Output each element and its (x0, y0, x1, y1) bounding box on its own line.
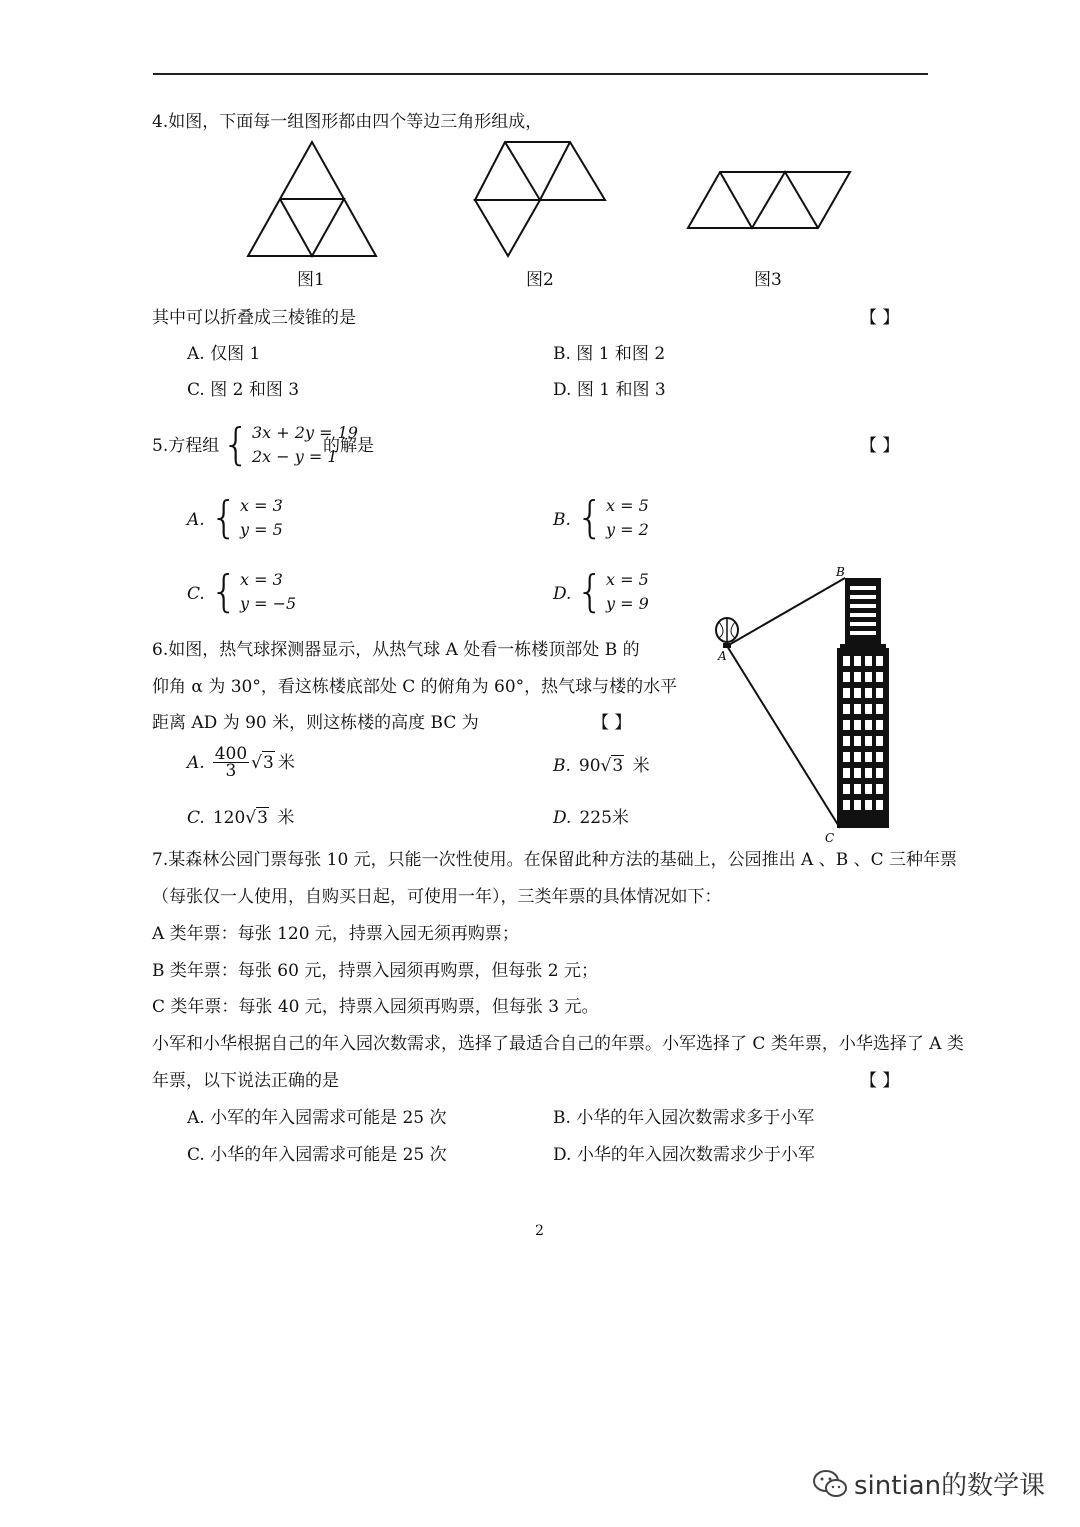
q4-option-b: B. 图 1 和图 2 (553, 344, 666, 364)
q5-option-b (576, 494, 649, 542)
q5-c-line-2: y = −5 (240, 594, 297, 613)
q6-option-d (553, 807, 629, 829)
q5-suffix: 的解是 (323, 436, 374, 456)
q4-figures (230, 130, 870, 270)
q4-question: 其中可以折叠成三棱锥的是 (152, 308, 356, 328)
q6-a-fraction (213, 746, 249, 779)
sqrt-icon: √ (251, 752, 262, 773)
q5-d-line-2: y = 9 (606, 594, 649, 613)
q6-line-2: 仰角 α 为 30°，看这栋楼底部处 C 的俯角为 60°，热气球与楼的水平 (152, 677, 678, 697)
fig2-caption: 图2 (526, 270, 554, 290)
q5-option-b-label: B. (553, 510, 571, 530)
q6-c-radicand: 3 (257, 808, 268, 828)
q5-answer-bracket: 【 】 (860, 436, 900, 456)
q6-b-coefficient: 90 (578, 756, 601, 776)
q6-a-label: A. (187, 752, 205, 773)
q6-option-c (187, 807, 294, 829)
q7-line-3: A 类年票：每张 120 元，持票入园无须再购票； (152, 924, 519, 944)
q5-equation-1: 3x + 2y = 19 (252, 423, 358, 442)
q6-b-unit: 米 (632, 756, 650, 776)
q7-option-b: B. 小华的年入园次数需求多于小军 (553, 1108, 815, 1128)
q7-option-c: C. 小华的年入园需求可能是 25 次 (187, 1145, 447, 1165)
q6-a-radicand: 3 (262, 753, 274, 773)
building-icon (837, 578, 889, 828)
q5-option-c-label: C. (187, 584, 205, 604)
figure-3-triangles (688, 172, 850, 228)
q6-line-3: 距离 AD 为 90 米，则这栋楼的高度 BC 为 (152, 713, 479, 733)
brace-icon: { (210, 492, 238, 543)
q4-answer-bracket: 【 】 (860, 308, 900, 328)
q6-diagram (700, 560, 910, 850)
q7-option-d: D. 小华的年入园次数需求少于小军 (553, 1145, 815, 1165)
sight-line-ab (727, 578, 845, 646)
q6-d-text: 225米 (579, 808, 629, 828)
q5-d-line-1: x = 5 (606, 570, 649, 589)
q5-b-line-2: y = 2 (606, 520, 649, 539)
q6-a-unit: 米 (277, 752, 295, 773)
q4-option-a: A. 仅图 1 (187, 344, 261, 364)
q5-option-d-label: D. (553, 584, 572, 604)
watermark (812, 1465, 1045, 1502)
q7-answer-bracket: 【 】 (860, 1071, 900, 1091)
q6-c-label: C. (187, 808, 205, 828)
q5-a-line-2: y = 5 (240, 520, 283, 539)
point-a-label: A (718, 649, 727, 663)
q7-line-4: B 类年票：每张 60 元，持票入园须再购票，但每张 2 元； (152, 961, 598, 981)
point-c-label: C (825, 831, 835, 845)
page-number: 2 (535, 1223, 544, 1239)
q4-option-c: C. 图 2 和图 3 (187, 380, 300, 400)
brace-icon: { (222, 419, 250, 470)
brace-icon: { (210, 566, 238, 617)
q5-option-a-label: A. (187, 510, 205, 530)
q5-c-line-1: x = 3 (240, 570, 283, 589)
q5-b-line-1: x = 5 (606, 496, 649, 515)
q6-c-coefficient: 120 (212, 808, 246, 828)
q7-line-2: （每张仅一人使用，自购买日起，可使用一年），三类年票的具体情况如下： (152, 887, 722, 907)
figure-2-triangles (475, 142, 605, 256)
q7-line-1: 7.某森林公园门票每张 10 元，只能一次性使用。在保留此种方法的基础上，公园推出 A 、B 、C 三种年票 (152, 850, 958, 870)
q5-option-a (210, 494, 283, 542)
sight-line-ac (727, 646, 840, 828)
wechat-icon (812, 1469, 848, 1499)
hot-air-balloon-icon (716, 618, 738, 648)
sqrt-icon: √ (245, 808, 257, 828)
header-rule (153, 73, 928, 75)
brace-icon: { (576, 566, 604, 617)
sqrt-icon: √ (600, 756, 612, 776)
q7-line-5: C 类年票：每张 40 元，持票入园须再购票，但每张 3 元。 (152, 997, 599, 1017)
q5-option-d (576, 568, 649, 616)
q7-line-7: 年票，以下说法正确的是 (152, 1071, 339, 1091)
q4-option-d: D. 图 1 和图 3 (553, 380, 666, 400)
q6-option-a (187, 746, 295, 779)
q5-a-line-1: x = 3 (240, 496, 283, 515)
q5-equation-2: 2x − y = 1 (252, 447, 338, 466)
q6-answer-bracket: 【 】 (592, 713, 632, 733)
q6-b-label: B. (553, 756, 571, 776)
brace-icon: { (576, 492, 604, 543)
q6-option-b (553, 755, 650, 777)
q4-stem: 4.如图，下面每一组图形都由四个等边三角形组成， (152, 112, 543, 132)
q7-option-a: A. 小军的年入园需求可能是 25 次 (187, 1108, 447, 1128)
q6-line-1: 6.如图，热气球探测器显示，从热气球 A 处看一栋楼顶部处 B 的 (152, 640, 640, 660)
q5-prefix: 5.方程组 (152, 436, 220, 456)
figure-1-triangles (248, 142, 376, 256)
fig3-caption: 图3 (754, 270, 782, 290)
watermark-text: sintian的数学课 (854, 1471, 1046, 1501)
q6-a-numerator: 400 (214, 744, 248, 764)
q6-a-denominator: 3 (225, 761, 237, 781)
q6-c-unit: 米 (277, 808, 295, 828)
q7-line-6: 小军和小华根据自己的年入园次数需求，选择了最适合自己的年票。小军选择了 C 类年票，小华选择了 A 类 (152, 1034, 964, 1054)
q5-option-c (210, 568, 296, 616)
q6-d-label: D. (553, 808, 572, 828)
fig1-caption: 图1 (297, 270, 325, 290)
point-b-label: B (836, 565, 845, 579)
q6-b-radicand: 3 (612, 756, 624, 776)
